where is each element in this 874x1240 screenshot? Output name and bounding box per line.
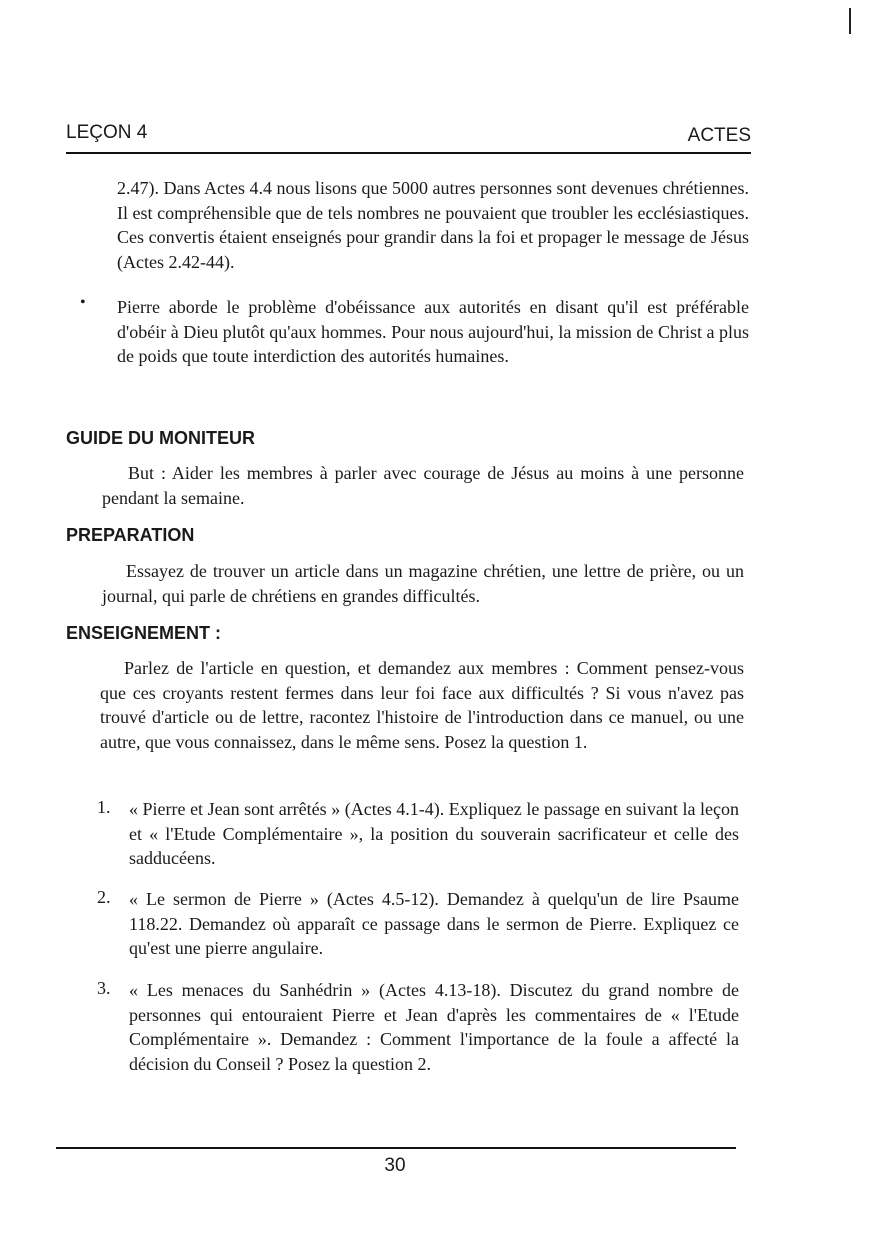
- running-header: [66, 122, 751, 154]
- continuation-paragraph: 2.47). Dans Actes 4.4 nous lisons que 5000 autres personnes sont devenues chrétiennes. Il est compréhensible que de tels nombres ne pouvaient que troubler les ecclésiastiques. Ces convertis étaient enseignés pour grandir dans la foi et propager le message de Jésus (Actes 2.42-44).: [117, 178, 749, 272]
- list-item-text: « Le sermon de Pierre » (Actes 4.5-12). Demandez à quelqu'un de lire Psaume 118.22. Demandez où apparaît ce passage dans le sermon de Pierre. Expliquez ce qu'est une pierre angulaire.: [129, 889, 739, 958]
- book-label: ACTES: [687, 125, 751, 146]
- list-item-text: « Les menaces du Sanhédrin » (Actes 4.13-18). Discutez du grand nombre de personnes qui entouraient Pierre et Jean d'après les commentaires de « l'Etude Complémentaire ». Demandez : Comment l'importance de la foule a affecté la décision du Conseil ? Posez la question 2.: [129, 980, 739, 1074]
- guide-paragraph: But : Aider les membres à parler avec courage de Jésus au moins à une personne pendant la semaine.: [102, 463, 744, 508]
- page-number: 30: [384, 1155, 406, 1176]
- list-item-number: 2.: [97, 887, 111, 907]
- list-item-text: « Pierre et Jean sont arrêtés » (Actes 4.1-4). Expliquez le passage en suivant la leçon et « l'Etude Complémentaire », la position du souverain sacrificateur et celle des sadducéens.: [129, 799, 739, 868]
- bullet-paragraph: Pierre aborde le problème d'obéissance aux autorités en disant qu'il est préférable d'obéir à Dieu plutôt qu'aux hommes. Pour nous aujourd'hui, la mission de Christ a plus de poids que toute interdiction des autorités humaines.: [117, 297, 749, 366]
- bullet-marker: •: [80, 294, 86, 311]
- scan-mark: [849, 8, 851, 34]
- preparation-heading: PREPARATION: [66, 525, 195, 545]
- enseignement-paragraph: Parlez de l'article en question, et demandez aux membres : Comment pensez-vous que ces croyants restent fermes dans leur foi face aux difficultés ? Si vous n'avez pas trouvé d'article ou de lettre, racontez l'histoire de l'introduction dans ce manuel, ou une autre, que vous connaissez, dans le même sens. Posez la question 1.: [100, 658, 744, 752]
- guide-heading: GUIDE DU MONITEUR: [66, 428, 255, 448]
- footer-rule: [56, 1147, 736, 1149]
- list-item-number: 1.: [97, 797, 111, 817]
- list-item-number: 3.: [97, 978, 111, 998]
- enseignement-heading: ENSEIGNEMENT :: [66, 623, 222, 643]
- lesson-label: LEÇON 4: [66, 122, 148, 143]
- preparation-paragraph: Essayez de trouver un article dans un magazine chrétien, une lettre de prière, ou un journal, qui parle de chrétiens en grandes difficultés.: [102, 561, 744, 606]
